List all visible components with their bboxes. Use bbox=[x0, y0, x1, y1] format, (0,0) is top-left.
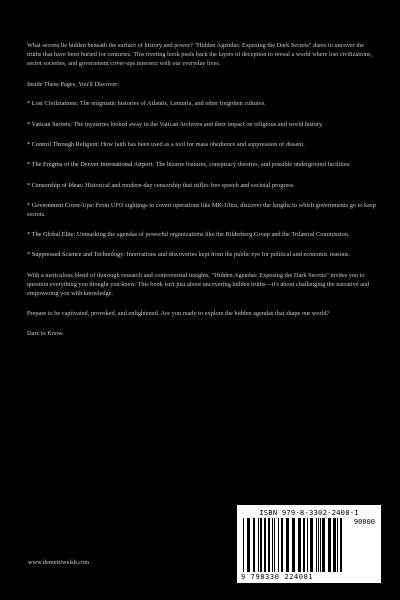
isbn-barcode bbox=[237, 505, 381, 583]
back-cover-text bbox=[27, 41, 377, 350]
bullet-item bbox=[27, 230, 377, 239]
bullet-lead: * The Enigma of the Denver International Airport: bbox=[27, 161, 155, 169]
bullet-lead: * Lost Civilizations: bbox=[27, 100, 79, 108]
bullet-list bbox=[27, 99, 377, 259]
bullet-item bbox=[27, 181, 377, 190]
bullet-item bbox=[27, 160, 377, 169]
bullet-item bbox=[27, 140, 377, 149]
bullet-text: How faith has been used as a tool for mass obedience and suppression of dissent. bbox=[99, 140, 305, 148]
bullet-lead: * Censorship of Ideas: bbox=[27, 181, 84, 189]
closing-paragraph: With a meticulous blend of thorough research and controversial insights, "Hidden Agendas: Exposing the Dark Secrets" invites you to question everything you thought you knew. This book isn't just about uncovering hidden truths—it's about challenging the narrative and empowering you with knowledge. bbox=[27, 271, 370, 297]
bullet-text: Unmasking the agendas of powerful organizations like the Bilderberg Group and the Trilateral Commission. bbox=[75, 231, 350, 239]
intro-paragraph: What secrets lie hidden beneath the surface of history and power? "Hidden Agendas: Exposing the Dark Secrets" dares to uncover the truths that have been buried for centuries. This riveting book peels back the layers of deception to reveal a world where lost civilizations, secret societies, and government cover-ups intersect with our everyday lives. bbox=[27, 42, 373, 68]
bullet-text: The bizarre features, conspiracy theories, and possible underground facilities. bbox=[154, 161, 351, 169]
bullet-lead: * Vatican Secrets: bbox=[27, 120, 72, 128]
barcode-bars bbox=[243, 518, 343, 572]
bullet-text: The enigmatic histories of Atlantis, Lemuria, and other forgotten cultures. bbox=[78, 100, 266, 108]
bullet-text: Innovations and discoveries kept from the public eye for political and economic reasons. bbox=[125, 251, 350, 259]
addon-code: 90000 bbox=[353, 518, 375, 526]
bullet-lead: * Control Through Religion: bbox=[27, 140, 100, 148]
barcode-number: 9 798330 224081 bbox=[241, 573, 314, 581]
bullet-lead: * Government Cover-Ups: bbox=[27, 201, 95, 209]
prompt-paragraph: Prepare to be captivated, provoked, and enlightened. Are you ready to explore the hidden agendas that shape our world? bbox=[27, 310, 330, 318]
bullet-lead: * The Global Elite: bbox=[27, 231, 76, 239]
bullet-text: Historical and modern-day censorship that stifles free speech and societal progress. bbox=[83, 181, 295, 189]
bullet-item bbox=[27, 99, 377, 108]
bullet-item bbox=[27, 250, 377, 259]
signoff: Dare to Know. bbox=[27, 330, 64, 338]
bullet-lead: * Suppressed Science and Technology: bbox=[27, 251, 126, 259]
bullet-item bbox=[27, 120, 377, 129]
isbn-label: ISBN 979-8-3302-2408-1 bbox=[259, 508, 359, 517]
bullet-text: The mysteries locked away in the Vatican Archives and their impact on religious and world history. bbox=[72, 120, 324, 128]
website-url[interactable]: www.demetriwelsh.com bbox=[28, 559, 90, 566]
inside-heading: Inside These Pages, You'll Discover: bbox=[27, 81, 119, 89]
bullet-text: From UFO sightings to covert operations like MK-Ultra, discover the lengths to which governments go to keep secrets. bbox=[27, 201, 376, 218]
bullet-item bbox=[27, 201, 377, 219]
